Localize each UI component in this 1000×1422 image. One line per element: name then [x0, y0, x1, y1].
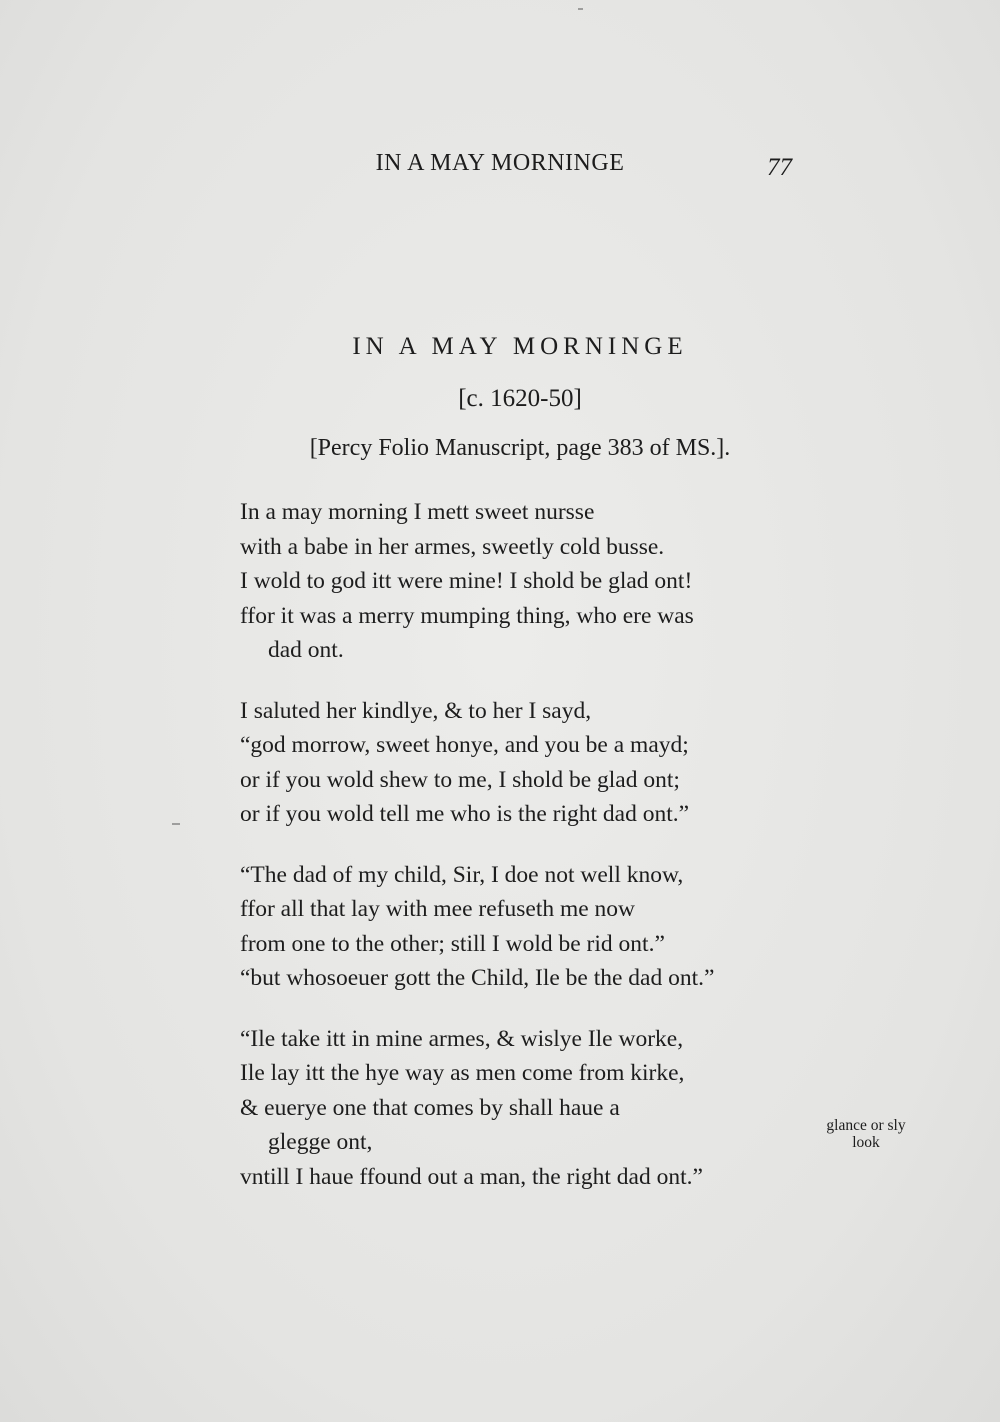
poem-line: “god morrow, sweet honye, and you be a mayd;: [240, 732, 689, 758]
stanza: [240, 495, 800, 668]
poem-line: I saluted her kindlye, & to her I sayd,: [240, 697, 592, 724]
poem-line: ffor it was a merry mumping thing, who ere was: [240, 602, 694, 629]
margin-gloss: [806, 1117, 926, 1151]
poem-line-continuation: dad ont.: [268, 637, 344, 663]
poem-line: “Ile take itt in mine armes, & wislye Ile worke,: [240, 1025, 684, 1052]
poem-line: & euerye one that comes by shall haue a: [240, 1094, 620, 1121]
poem-line: or if you wold tell me who is the right dad ont.”: [240, 801, 690, 827]
poem-line: Ile lay itt the hye way as men come from kirke,: [240, 1060, 685, 1086]
poem-date: [c. 1620-50]: [458, 385, 582, 412]
stanza: [240, 858, 800, 996]
poem-line: ffor all that lay with mee refuseth me now: [240, 896, 636, 922]
poem-line: with a babe in her armes, sweetly cold busse.: [240, 533, 665, 560]
poem-line: vntill I haue ffound out a man, the right dad ont.”: [240, 1163, 703, 1190]
poem-title: IN A MAY MORNINGE: [352, 333, 688, 360]
poem-line-continuation: glegge ont,: [268, 1129, 373, 1155]
running-head: [240, 150, 800, 186]
poem-line: “but whosoeuer gott the Child, Ile be the dad ont.”: [240, 965, 715, 991]
print-smudge: [578, 8, 583, 10]
running-title: IN A MAY MORNINGE: [375, 150, 625, 176]
stanza: [240, 694, 800, 832]
poem-body: [240, 495, 800, 1220]
stanza: [240, 1022, 800, 1195]
gloss-line: glance or sly: [826, 1117, 906, 1134]
poem-source: [Percy Folio Manuscript, page 383 of MS.].: [309, 435, 731, 461]
gloss-line: look: [852, 1134, 880, 1151]
poem-line: “The dad of my child, Sir, I doe not well know,: [240, 861, 684, 888]
poem-line: In a may morning I mett sweet nursse: [240, 499, 595, 525]
poem-line: I wold to god itt were mine! I shold be glad ont!: [240, 568, 693, 594]
page-number: 77: [767, 154, 792, 181]
poem-line: from one to the other; still I wold be rid ont.”: [240, 930, 665, 957]
poem-line: or if you wold shew to me, I shold be glad ont;: [240, 766, 680, 793]
print-smudge: [172, 823, 180, 825]
